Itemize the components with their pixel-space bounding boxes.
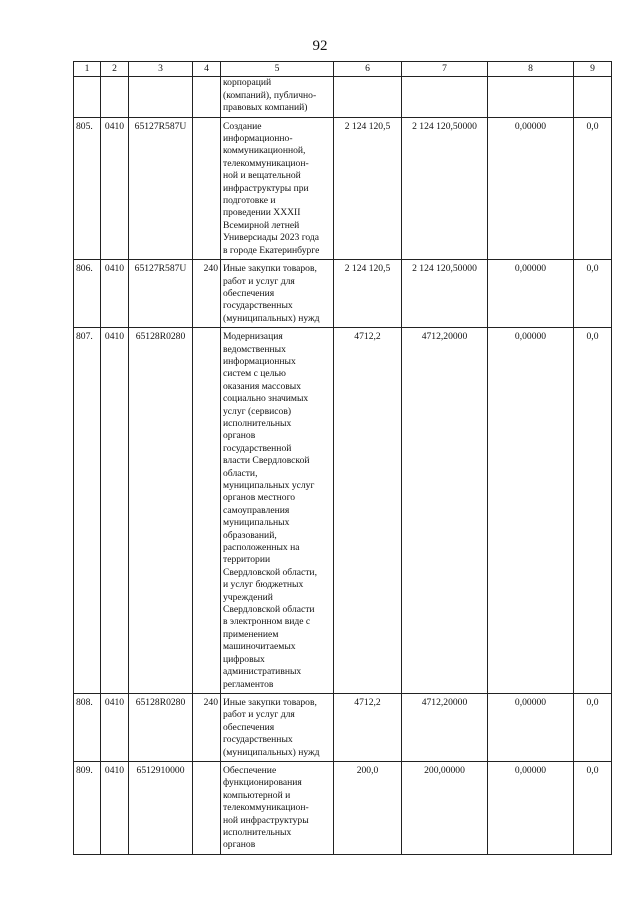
- item-name-line: ной инфраструктуры: [223, 814, 309, 826]
- item-name-line: органов: [223, 430, 256, 442]
- table-row: [74, 77, 612, 117]
- item-name-line: цифровых: [223, 653, 265, 665]
- section-code-cell: 0410: [101, 260, 129, 328]
- amount-cell: [334, 77, 402, 117]
- item-name-line: государственных: [223, 734, 293, 746]
- table-body: [74, 77, 612, 854]
- item-name-line: телекоммуникацион-: [223, 157, 309, 169]
- row-number-cell: 808.: [74, 693, 101, 761]
- column-header: 5: [221, 62, 334, 77]
- item-name-line: ной и вещательной: [223, 170, 301, 182]
- item-name-line: в городе Екатеринбурге: [223, 244, 320, 256]
- column-header: 3: [129, 62, 193, 77]
- target-article-cell: 65127R587U: [129, 260, 193, 328]
- item-name-line: обеспечения: [223, 721, 275, 733]
- item-name-line: услуг (сервисов): [223, 405, 292, 417]
- executed-amount-cell: [402, 77, 488, 117]
- executed-amount-cell: 4712,20000: [402, 693, 488, 761]
- item-name-line: информационных: [223, 355, 296, 367]
- percent-cell: [574, 77, 612, 117]
- row-number-cell: 809.: [74, 761, 101, 854]
- target-article-cell: 65128R0280: [129, 693, 193, 761]
- expense-type-cell: 240: [193, 693, 221, 761]
- item-name-line: Обеспечение: [223, 764, 277, 776]
- item-name-line: и услуг бюджетных: [223, 579, 304, 591]
- amount-cell: 4712,2: [334, 328, 402, 694]
- item-name-cell: [221, 328, 334, 694]
- amount-cell: 2 124 120,5: [334, 117, 402, 259]
- expense-type-cell: 240: [193, 260, 221, 328]
- balance-cell: 0,00000: [488, 761, 574, 854]
- item-name-line: исполнительных: [223, 417, 292, 429]
- item-name-line: Всемирной летней: [223, 219, 300, 231]
- item-name-line: (компаний), публично-: [223, 89, 317, 101]
- item-name-line: области,: [223, 467, 258, 479]
- table-row: [74, 761, 612, 854]
- percent-cell: 0,0: [574, 260, 612, 328]
- item-name-line: Иные закупки товаров,: [223, 696, 317, 708]
- item-name-line: регламентов: [223, 678, 274, 690]
- percent-cell: 0,0: [574, 117, 612, 259]
- item-name-line: машиночитаемых: [223, 641, 296, 653]
- item-name-line: правовых компаний): [223, 102, 308, 114]
- row-number-cell: 806.: [74, 260, 101, 328]
- item-name-line: расположенных на: [223, 542, 300, 554]
- item-name-line: работ и услуг для: [223, 275, 295, 287]
- item-name-line: государственной: [223, 442, 292, 454]
- item-name-line: государственных: [223, 300, 293, 312]
- amount-cell: 200,0: [334, 761, 402, 854]
- column-header: 2: [101, 62, 129, 77]
- item-name-line: (муниципальных) нужд: [223, 746, 320, 758]
- percent-cell: 0,0: [574, 328, 612, 694]
- balance-cell: 0,00000: [488, 328, 574, 694]
- column-header: 8: [488, 62, 574, 77]
- section-code-cell: 0410: [101, 693, 129, 761]
- item-name-line: систем с целью: [223, 368, 286, 380]
- row-number-cell: [74, 77, 101, 117]
- expense-type-cell: [193, 328, 221, 694]
- percent-cell: 0,0: [574, 761, 612, 854]
- item-name-line: инфраструктуры при: [223, 182, 309, 194]
- item-name-line: подготовке и: [223, 195, 276, 207]
- item-name-line: компьютерной и: [223, 789, 291, 801]
- target-article-cell: 65127R587U: [129, 117, 193, 259]
- row-number-cell: 805.: [74, 117, 101, 259]
- table-row: [74, 328, 612, 694]
- budget-table: [73, 61, 612, 855]
- executed-amount-cell: 2 124 120,50000: [402, 117, 488, 259]
- amount-cell: 4712,2: [334, 693, 402, 761]
- expense-type-cell: [193, 761, 221, 854]
- item-name-line: проведении XXXII: [223, 207, 301, 219]
- column-header: 4: [193, 62, 221, 77]
- page-number: 92: [312, 38, 328, 54]
- column-header: 7: [402, 62, 488, 77]
- executed-amount-cell: 4712,20000: [402, 328, 488, 694]
- item-name-line: обеспечения: [223, 287, 275, 299]
- item-name-line: ведомственных: [223, 343, 286, 355]
- row-number-cell: 807.: [74, 328, 101, 694]
- item-name-line: в электронном виде с: [223, 616, 311, 628]
- item-name-line: коммуникационной,: [223, 145, 306, 157]
- item-name-cell: [221, 761, 334, 854]
- table-row: [74, 117, 612, 259]
- item-name-line: работ и услуг для: [223, 709, 295, 721]
- item-name-cell: [221, 693, 334, 761]
- column-header: 6: [334, 62, 402, 77]
- item-name-line: социально значимых: [223, 393, 309, 405]
- target-article-cell: 65128R0280: [129, 328, 193, 694]
- target-article-cell: 6512910000: [129, 761, 193, 854]
- item-name-line: Создание: [223, 120, 262, 132]
- item-name-line: Свердловской области,: [223, 566, 317, 578]
- expense-type-cell: [193, 117, 221, 259]
- item-name-line: Модернизация: [223, 331, 283, 343]
- percent-cell: 0,0: [574, 693, 612, 761]
- item-name-line: (муниципальных) нужд: [223, 312, 320, 324]
- item-name-cell: [221, 77, 334, 117]
- balance-cell: 0,00000: [488, 693, 574, 761]
- amount-cell: 2 124 120,5: [334, 260, 402, 328]
- item-name-line: власти Свердловской: [223, 455, 310, 467]
- item-name-line: органов местного: [223, 492, 296, 504]
- item-name-line: телекоммуникацион-: [223, 802, 309, 814]
- balance-cell: [488, 77, 574, 117]
- item-name-line: муниципальных услуг: [223, 480, 315, 491]
- executed-amount-cell: 200,00000: [402, 761, 488, 854]
- item-name-line: самоуправления: [223, 504, 290, 516]
- item-name-line: корпораций: [223, 77, 272, 89]
- item-name-cell: [221, 260, 334, 328]
- item-name-line: информационно-: [223, 133, 293, 145]
- executed-amount-cell: 2 124 120,50000: [402, 260, 488, 328]
- column-header: 1: [74, 62, 101, 77]
- expense-type-cell: [193, 77, 221, 117]
- table-row: [74, 693, 612, 761]
- balance-cell: 0,00000: [488, 260, 574, 328]
- column-header: 9: [574, 62, 612, 77]
- item-name-line: муниципальных: [223, 517, 290, 529]
- item-name-line: учреждений: [223, 591, 273, 603]
- item-name-line: Свердловской области: [223, 604, 315, 616]
- item-name-line: исполнительных: [223, 826, 292, 838]
- balance-cell: 0,00000: [488, 117, 574, 259]
- item-name-line: функционирования: [223, 777, 302, 789]
- section-code-cell: 0410: [101, 117, 129, 259]
- section-code-cell: 0410: [101, 761, 129, 854]
- item-name-line: территории: [223, 554, 271, 566]
- table-header-row: [74, 62, 612, 77]
- section-code-cell: 0410: [101, 328, 129, 694]
- item-name-line: применением: [223, 628, 279, 640]
- item-name-cell: [221, 117, 334, 259]
- section-code-cell: [101, 77, 129, 117]
- table-row: [74, 260, 612, 328]
- item-name-line: образований,: [223, 529, 277, 541]
- item-name-line: Иные закупки товаров,: [223, 263, 317, 275]
- item-name-line: Универсиады 2023 года: [223, 232, 320, 244]
- item-name-line: органов: [223, 839, 256, 851]
- item-name-line: административных: [223, 666, 302, 678]
- item-name-line: оказания массовых: [223, 380, 302, 392]
- target-article-cell: [129, 77, 193, 117]
